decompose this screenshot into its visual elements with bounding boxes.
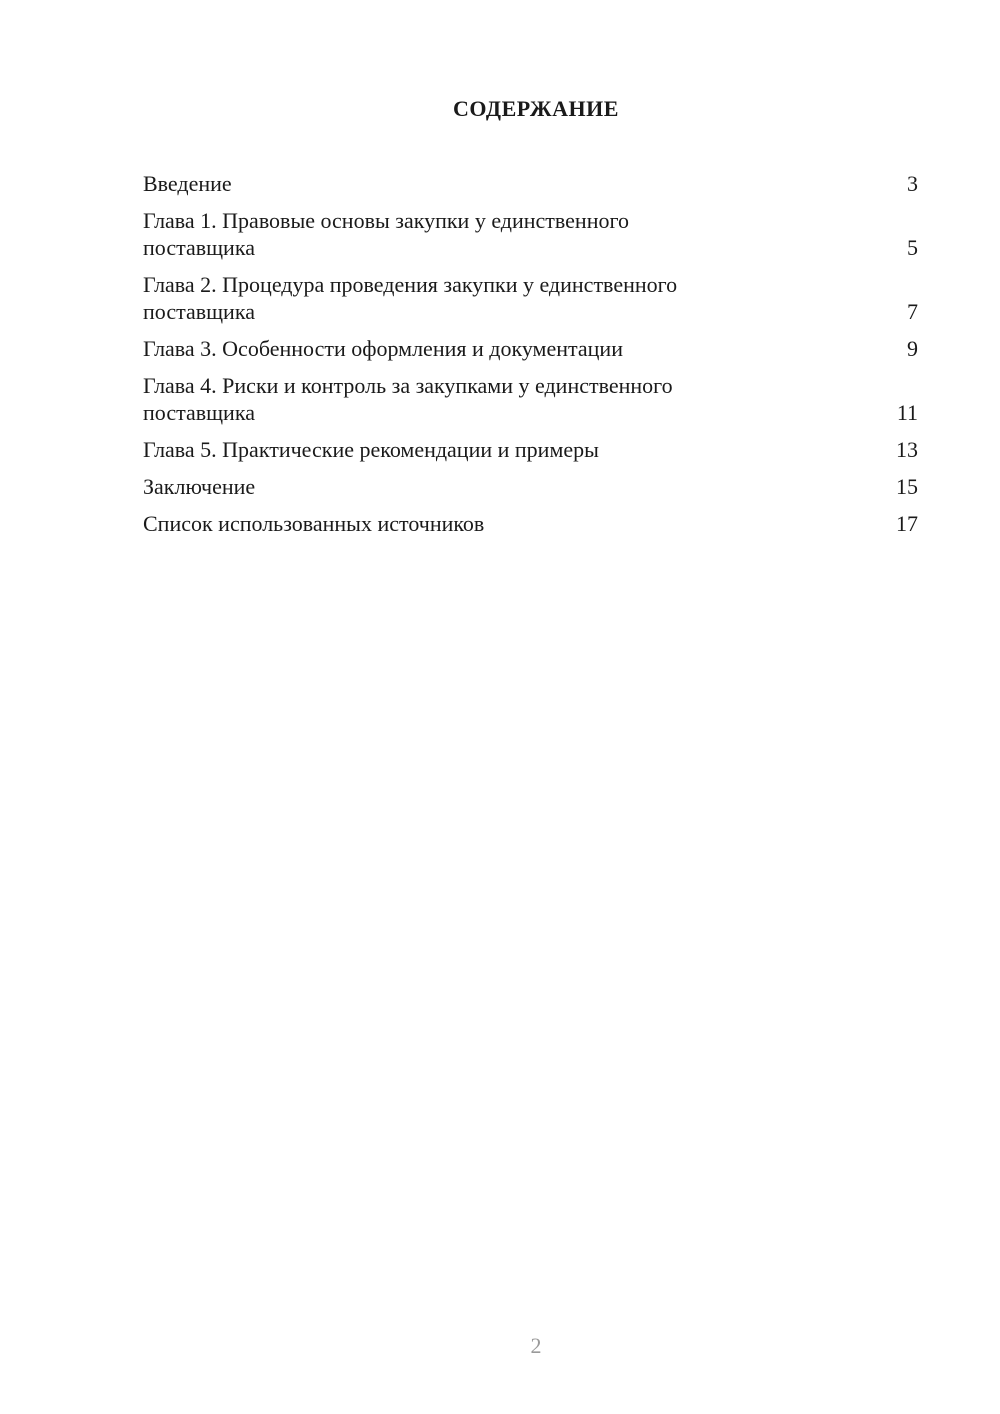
toc-entry-page: 11: [896, 400, 918, 425]
toc-entry-page: 13: [896, 437, 918, 462]
toc-entry-introduction: [143, 170, 918, 197]
toc-entry-text: Глава 1. Правовые основы закупки у единственного поставщика: [143, 208, 629, 260]
toc-entry-page: 3: [907, 171, 918, 196]
toc-entry-conclusion: [143, 473, 918, 500]
toc-entry-references: [143, 510, 918, 537]
toc-entry-text: Список использованных источников: [143, 511, 485, 536]
toc-entry-page: 15: [896, 474, 918, 499]
toc-entry-text: Глава 4. Риски и контроль за закупками у единственного поставщика: [143, 373, 673, 425]
toc-entry-page: 5: [907, 235, 918, 260]
table-of-contents: [143, 170, 918, 547]
toc-entry-chapter-3: [143, 335, 918, 362]
toc-entry-chapter-4: [143, 372, 918, 426]
toc-entry-chapter-2: [143, 271, 918, 325]
toc-entry-text: Заключение: [143, 474, 256, 499]
toc-entry-text: Глава 2. Процедура проведения закупки у единственного поставщика: [143, 272, 678, 324]
toc-entry-text: Введение: [143, 171, 232, 196]
toc-entry-page: 9: [907, 336, 918, 361]
toc-entry-text: Глава 5. Практические рекомендации и примеры: [143, 437, 599, 462]
toc-entry-chapter-5: [143, 436, 918, 463]
toc-entry-page: 17: [896, 511, 918, 536]
toc-entry-page: 7: [907, 299, 918, 324]
toc-entry-chapter-1: [143, 207, 918, 261]
toc-entry-text: Глава 3. Особенности оформления и документации: [143, 336, 623, 361]
toc-title: СОДЕРЖАНИЕ: [453, 96, 619, 121]
page-number: 2: [530, 1333, 542, 1358]
